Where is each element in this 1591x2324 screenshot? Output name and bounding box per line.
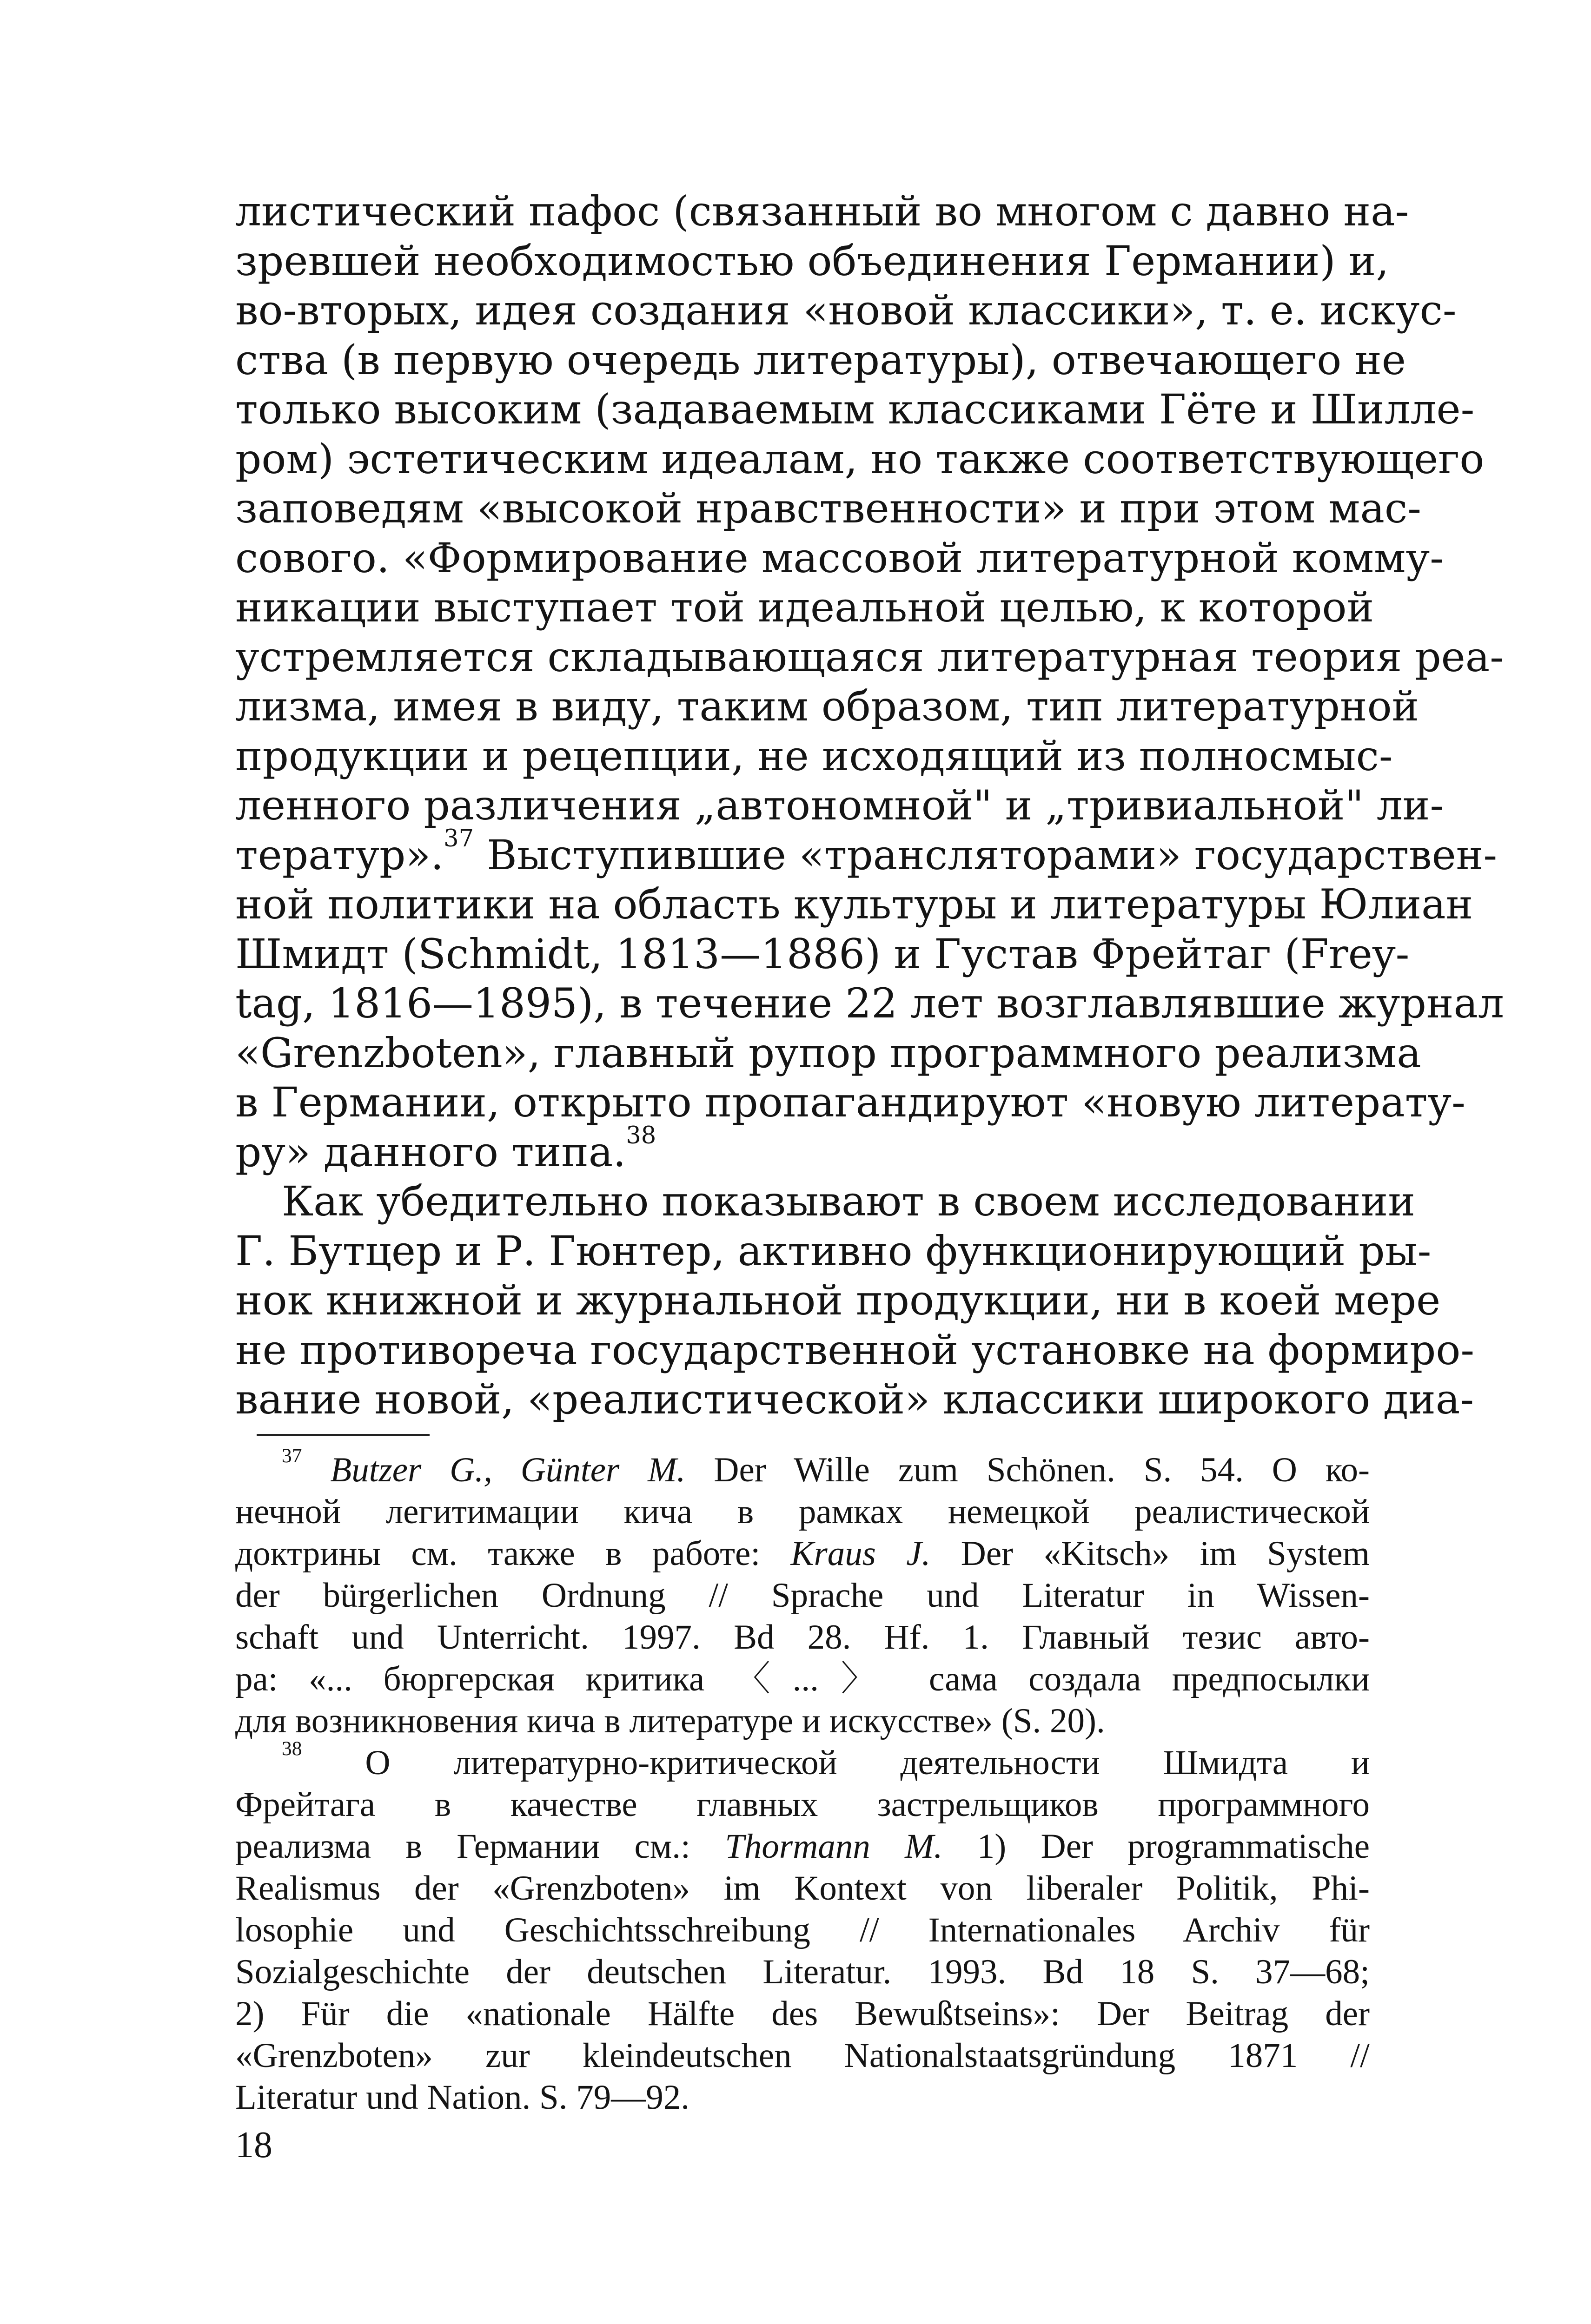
text-line: никации выступает той идеальной целью, к которой [235,583,1374,631]
text-line: в Германии, открыто пропагандируют «новую литерату- [235,1078,1465,1126]
paragraph-line: нок книжной и журнальной продукции, ни в коей мере [235,1276,1441,1324]
footnote-38-line: Фрейтага в качестве главных застрельщиков программного [235,1785,1370,1824]
text-line: только высоким (задаваемым классиками Гёте и Шилле- [235,385,1475,433]
footnote-38-line: $^{38}$ О литературно-критической деятельности Шмидта и [282,1737,1370,1782]
text-line: ру» данного типа.$^{38}$ [235,1122,656,1176]
text-line: лизма, имея в виду, таким образом, тип литературной [235,682,1419,730]
footnotes [235,1445,1370,2119]
paragraph-line: Как убедительно показывают в своем исследовании [282,1177,1415,1225]
text-line: ром) эстетическим идеалам, но также соответствующего [235,435,1485,483]
footnote-37-line: der bürgerlichen Ordnung // Sprache und Literatur in Wissen- [235,1576,1370,1615]
text-line: сового. «Формирование массовой литературной комму- [235,534,1444,582]
text-line: тератур».$^{37}$ Выступившие «трансляторами» государствен- [235,825,1498,879]
footnote-38-line: 2) Für die «nationale Hälfte des Bewußtseins»: Der Beitrag der [235,1994,1370,2033]
text-line: продукции и рецепции, не исходящий из полносмыс- [235,732,1393,780]
footnote-37-line: для возникновения кича в литературе и искусстве» (S. 20). [235,1702,1105,1740]
main-text [235,187,1504,1425]
text-line: «Grenzboten», главный рупор программного реализма [235,1029,1421,1077]
footnote-38-line: Sozialgeschichte der deutschen Literatur. 1993. Bd 18 S. 37—68; [235,1953,1370,1991]
text-line: ленного различения „автономной" и „тривиальной" ли- [235,781,1444,829]
footnote-37-line: доктрины см. также в работе: Kraus J. Der «Kitsch» im System [235,1534,1370,1573]
text-line: tag, 1816—1895), в течение 22 лет возглавлявшие журнал [235,979,1504,1027]
footnote-38-line: «Grenzboten» zur kleindeutschen Nationalstaatsgründung 1871 // [235,2036,1370,2075]
text-line: Шмидт (Schmidt, 1813—1886) и Густав Фрейтаг (Frey- [235,930,1410,978]
footnote-number: 37 [282,1445,302,1467]
text-line: во-вторых, идея создания «новой классики», т. е. искус- [235,286,1457,334]
footnote-number: 38 [282,1737,302,1760]
footnote-38-line: Realismus der «Grenzboten» im Kontext von liberaler Politik, Phi- [235,1869,1370,1908]
footnote-37-line: нечной легитимации кича в рамках немецкой реалистической [235,1492,1370,1531]
footnote-ref-37: 37 [444,825,474,852]
paragraph-line: вание новой, «реалистической» классики широкого диа- [235,1375,1474,1423]
text-line: ной политики на область культуры и литературы Юлиан [235,880,1473,928]
footnote-38-line: Literatur und Nation. S. 79—92. [235,2078,689,2117]
paragraph-line: Г. Бутцер и Р. Гюнтер, активно функционирующий ры- [235,1227,1432,1275]
text-line: зревшей необходимостью объединения Германии) и, [235,237,1389,285]
footnote-37-line: schaft und Unterricht. 1997. Bd 28. Hf. 1. Главный тезис авто- [235,1618,1370,1657]
footnote-38-line: реализма в Германии см.: Thormann M. 1) Der programmatische [235,1827,1370,1866]
footnote-37-line: ра: «... бюргерская критика 〈...〉 сама создала предпосылки [235,1660,1370,1698]
footnote-37-line: $^{37}$ Butzer G., Günter M. Der Wille zum Schönen. S. 54. О ко- [282,1445,1370,1489]
footnote-38-line: losophie und Geschichtsschreibung // Internationales Archiv für [235,1911,1370,1949]
text-line: ства (в первую очередь литературы), отвечающего не [235,336,1406,384]
text-line: заповедям «высокой нравственности» и при этом мас- [235,484,1421,532]
text-line: устремляется складывающаяся литературная теория реа- [235,633,1504,681]
footnote-divider [257,1434,430,1436]
page-number: 18 [235,2125,272,2166]
footnote-ref-38: 38 [626,1122,656,1149]
text-line: листический пафос (связанный во многом с давно на- [235,187,1409,235]
paragraph-line: не противореча государственной установке на формиро- [235,1326,1475,1374]
